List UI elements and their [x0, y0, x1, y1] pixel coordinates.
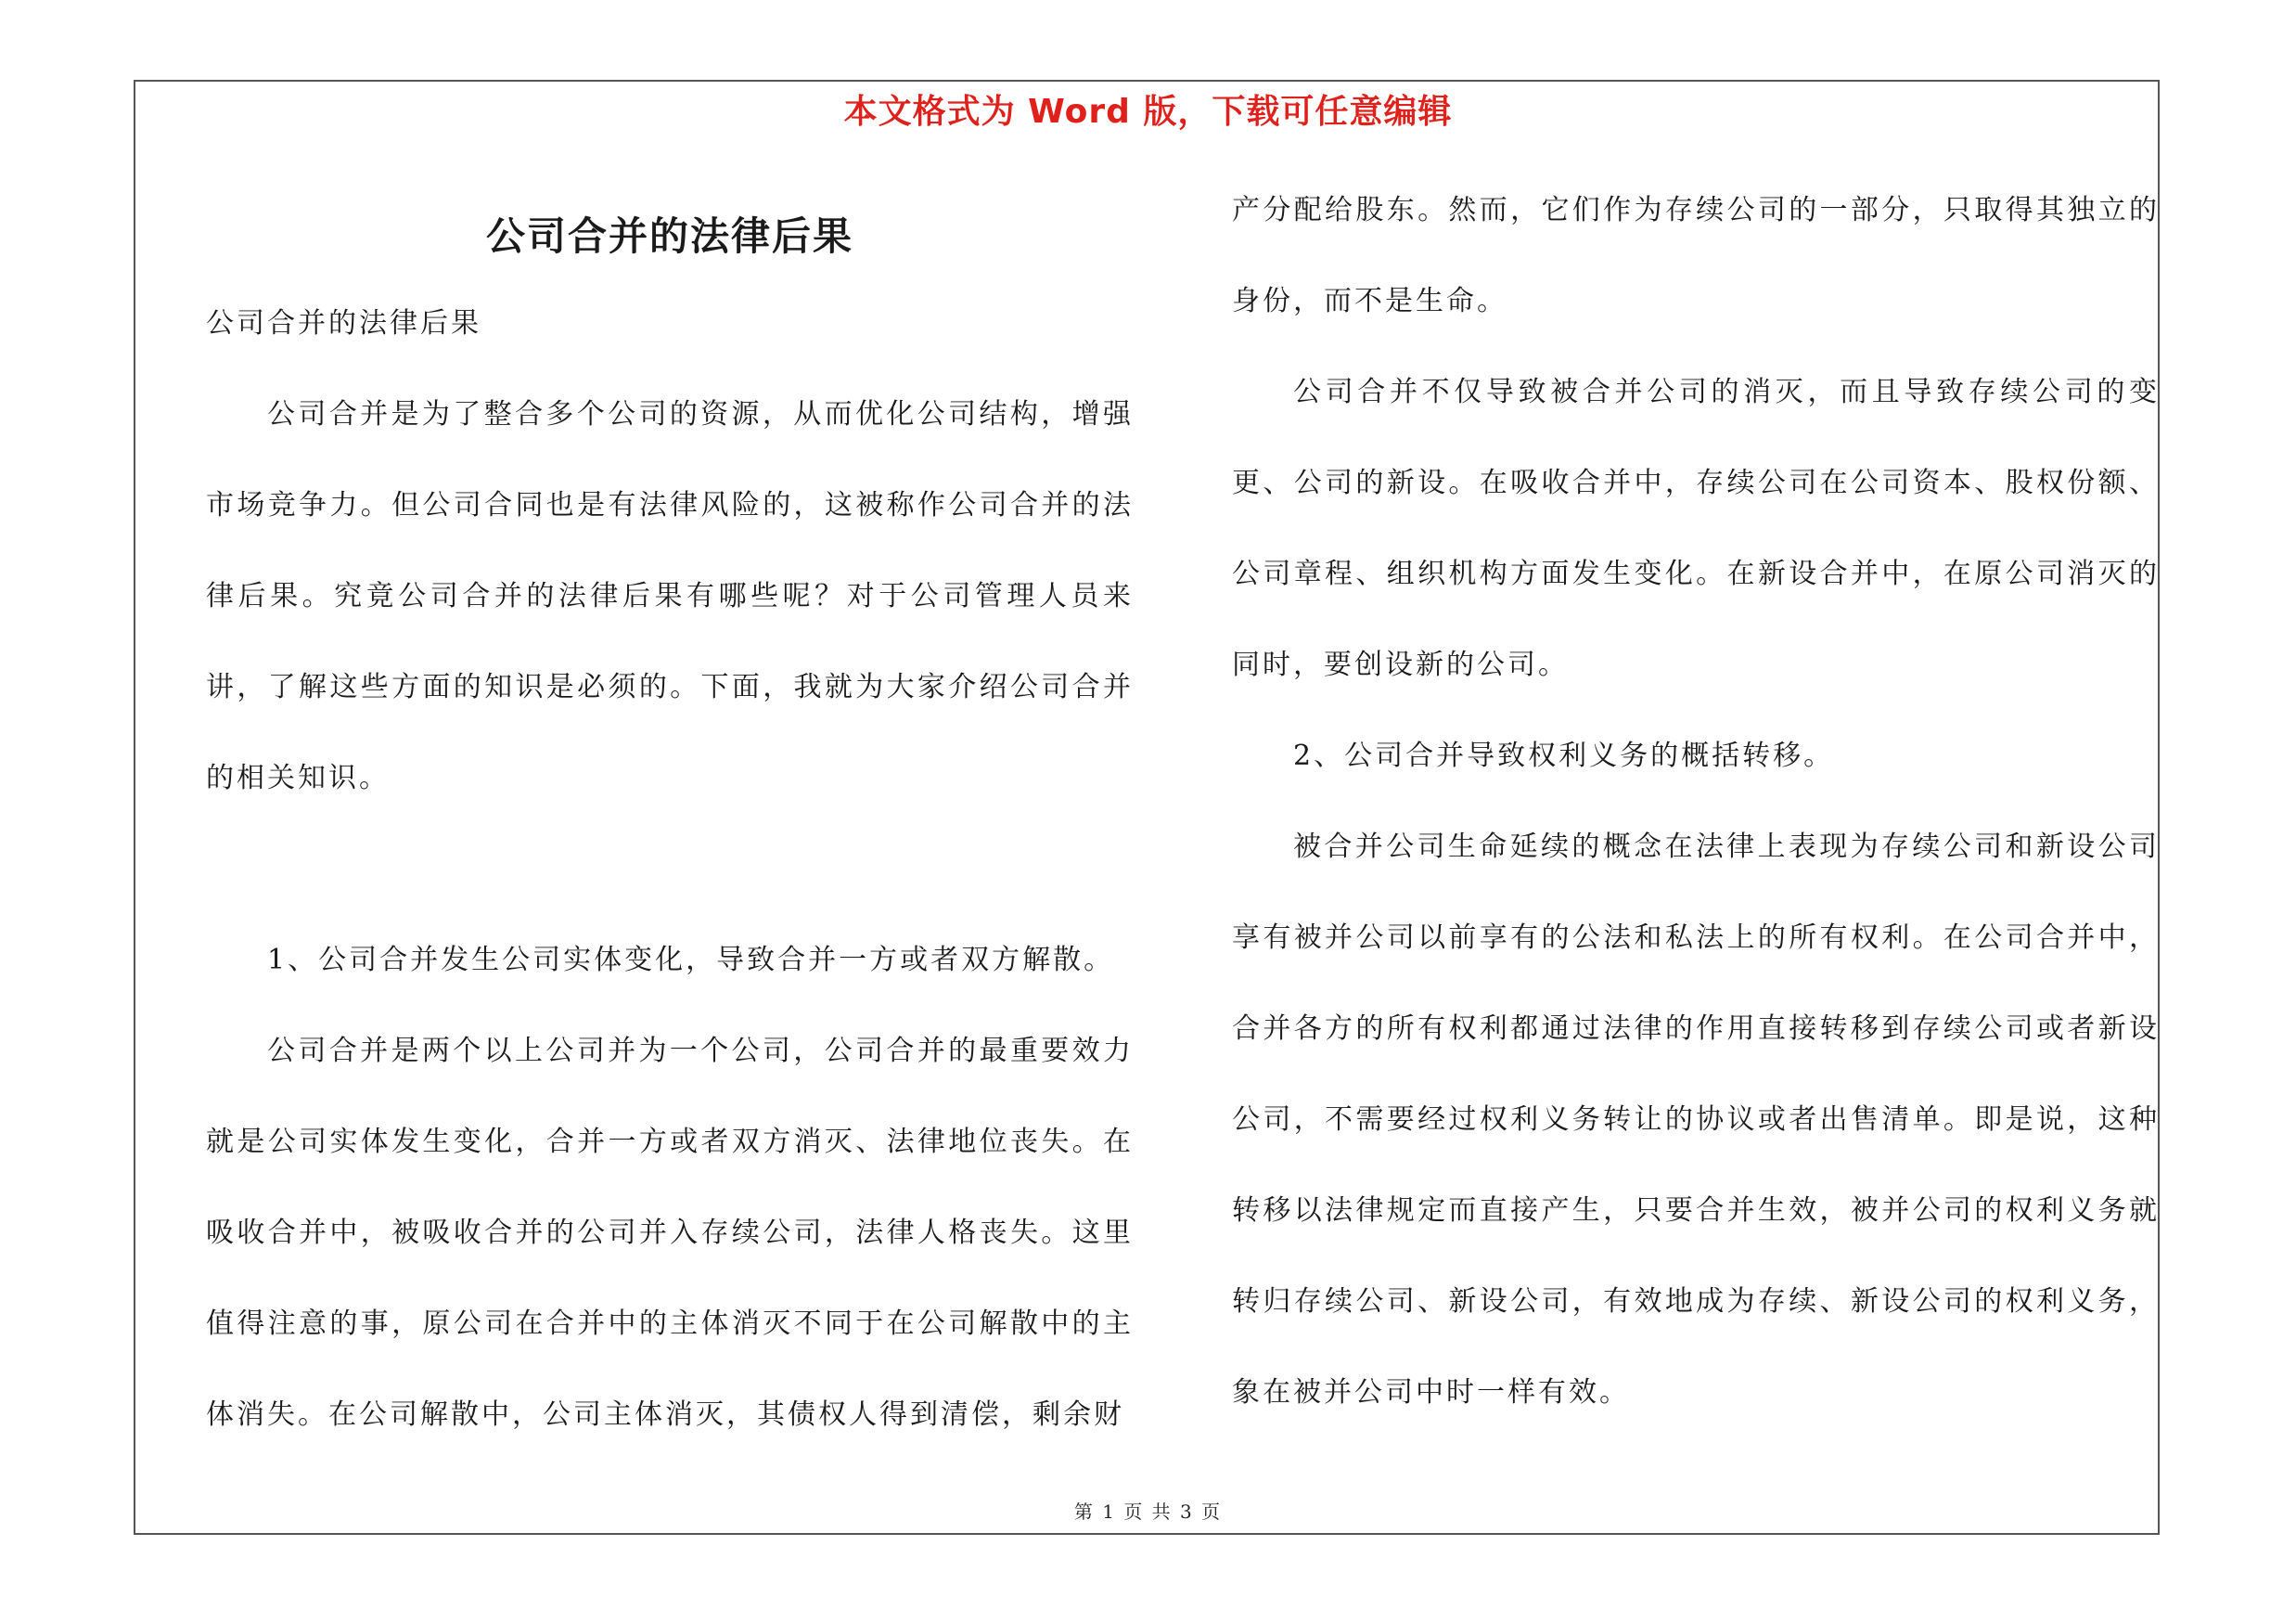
point-1-body: 公司合并是两个以上公司并为一个公司，公司合并的最重要效力就是公司实体发生变化，合并一方或者双方消灭、法律地位丧失。在吸收合并中，被吸收合并的公司并入存续公司，法律人格丧失。这里值得注意的事，原公司在合并中的主体消灭不同于在公司解散中的主体消失。在公司解散中，公司主体消灭，其债权人得到清偿，剩余财: [206, 1035, 1134, 1431]
point-1-heading: 1、公司合并发生公司实体变化，导致合并一方或者双方解散。: [267, 944, 1115, 976]
merger-change-paragraph: 公司合并不仅导致被合并公司的消灭，而且导致存续公司的变更、公司的新设。在吸收合并中，存续公司在公司资本、股权份额、公司章程、组织机构方面发生变化。在新设合并中，在原公司消灭的同时，要创设新的公司。: [1232, 376, 2160, 681]
intro-paragraph: 公司合并是为了整合多个公司的资源，从而优化公司结构，增强市场竞争力。但公司合同也是有法律风险的，这被称作公司合并的法律后果。究竟公司合并的法律后果有哪些呢？对于公司管理人员来讲，了解这些方面的知识是必须的。下面，我就为大家介绍公司合并的相关知识。: [206, 398, 1134, 794]
point-2-body: 被合并公司生命延续的概念在法律上表现为存续公司和新设公司享有被并公司以前享有的公法和私法上的所有权利。在公司合并中，合并各方的所有权利都通过法律的作用直接转移到存续公司或者新设公司，不需要经过权利义务转让的协议或者出售清单。即是说，这种转移以法律规定而直接产生，只要合并生效，被并公司的权利义务就转归存续公司、新设公司，有效地成为存续、新设公司的权利义务，象在被并公司中时一样有效。: [1232, 831, 2160, 1409]
subtitle: 公司合并的法律后果: [206, 307, 481, 340]
point-2-heading: 2、公司合并导致权利义务的概括转移。: [1293, 740, 1835, 772]
left-column: [206, 186, 1134, 1461]
format-banner: 本文格式为 Word 版，下载可任意编辑: [843, 93, 1453, 131]
paragraph-gap: [206, 824, 1134, 915]
continued-paragraph: 产分配给股东。然而，它们作为存续公司的一部分，只取得其独立的身份，而不是生命。: [1232, 194, 2160, 317]
right-column: [1232, 165, 2160, 1438]
document-title: 公司合并的法律后果: [485, 213, 853, 259]
page-number-footer: 第 1 页 共 3 页: [1073, 1501, 1223, 1523]
